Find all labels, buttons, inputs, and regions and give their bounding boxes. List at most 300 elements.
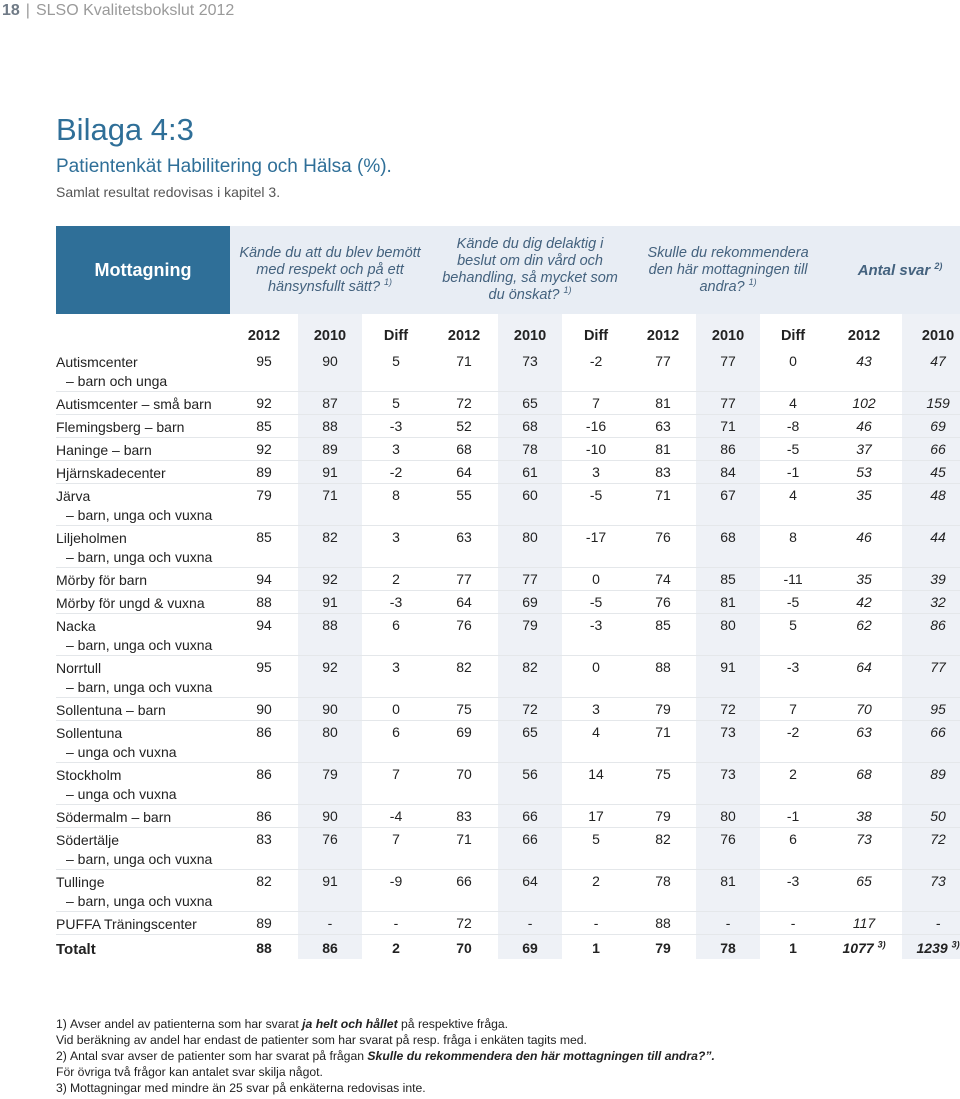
mottagning-name	[56, 415, 230, 438]
value-cell	[430, 656, 498, 698]
value-cell	[230, 591, 298, 614]
value-text: 76	[655, 594, 671, 610]
value-text: 70	[456, 940, 472, 956]
value-cell	[630, 591, 696, 614]
value-text: 0	[789, 353, 797, 369]
value-text: 88	[322, 617, 338, 633]
value-cell	[760, 721, 826, 763]
value-text: 66	[456, 873, 472, 889]
year-header-cell: 2012	[447, 328, 481, 344]
value-text: -4	[389, 808, 403, 824]
mottagning-name	[56, 656, 230, 698]
table-row	[56, 438, 960, 461]
value-cell	[696, 392, 760, 415]
value-cell	[298, 828, 362, 870]
value-text: 35	[856, 487, 872, 503]
value-text: 7	[592, 395, 600, 411]
value-cell	[760, 763, 826, 805]
value-cell	[230, 935, 298, 960]
value-cell	[696, 350, 760, 392]
value-text: 53	[856, 464, 872, 480]
value-text: 78	[655, 873, 671, 889]
value-cell	[696, 656, 760, 698]
table-row	[56, 415, 960, 438]
value-text: 80	[322, 724, 338, 740]
value-cell	[760, 870, 826, 912]
value-cell	[430, 763, 498, 805]
value-text: 90	[322, 701, 338, 717]
value-text: 90	[256, 701, 272, 717]
mottagning-name	[56, 568, 230, 591]
mottagning-name-line1: Järva	[56, 488, 91, 504]
value-cell	[630, 935, 696, 960]
value-cell	[498, 721, 562, 763]
value-text: 68	[522, 418, 538, 434]
question-2-footnote: 1)	[563, 285, 572, 296]
value-text: 78	[522, 441, 538, 457]
value-cell	[430, 438, 498, 461]
value-text: 71	[456, 353, 472, 369]
value-text: 73	[720, 724, 736, 740]
value-text: 37	[856, 441, 872, 457]
intro-note: Samlat resultat redovisas i kapitel 3.	[56, 184, 281, 200]
footnote-1-text-a: Avser andel av patienterna som har svarat	[70, 1017, 303, 1031]
value-cell	[826, 568, 902, 591]
value-cell	[430, 526, 498, 568]
mottagning-name-line1: Haninge – barn	[56, 442, 152, 458]
value-cell	[826, 656, 902, 698]
question-3-header	[630, 226, 826, 314]
mottagning-name-line1: Autismcenter	[56, 354, 138, 370]
value-text: 3	[392, 659, 400, 675]
value-cell	[696, 870, 760, 912]
value-cell	[230, 526, 298, 568]
value-text: 95	[930, 701, 946, 717]
value-text: 5	[592, 831, 600, 847]
value-text: -	[725, 915, 731, 931]
value-text: 1077	[842, 940, 874, 956]
value-cell	[696, 805, 760, 828]
value-cell	[826, 805, 902, 828]
value-cell	[498, 438, 562, 461]
value-text: 91	[322, 464, 338, 480]
value-cell	[562, 805, 630, 828]
value-text: -5	[589, 487, 603, 503]
value-text: 35	[856, 571, 872, 587]
value-text: 85	[256, 418, 272, 434]
mottagning-name-line1: Sollentuna	[56, 725, 123, 741]
value-cell	[498, 870, 562, 912]
footnote-2-label: 2)	[56, 1049, 67, 1063]
value-cell	[630, 438, 696, 461]
mottagning-name-line2: – barn, unga och vuxna	[66, 507, 213, 523]
question-2-text: Kände du dig delaktig i beslut om din vård och behandling, så mycket som du önskat?	[442, 236, 618, 303]
value-cell	[902, 392, 960, 415]
value-cell	[630, 614, 696, 656]
value-text: 84	[720, 464, 736, 480]
value-cell	[298, 935, 362, 960]
value-cell	[630, 568, 696, 591]
value-text: 71	[655, 487, 671, 503]
footnote-1-line2: Vid beräkning av andel har endast de patienter som har svarat på resp. fråga i enkäten tagits med.	[56, 1033, 587, 1047]
value-text: 71	[456, 831, 472, 847]
value-cell	[298, 698, 362, 721]
value-cell	[298, 484, 362, 526]
value-text: 8	[392, 487, 400, 503]
value-cell	[826, 828, 902, 870]
value-text: 47	[930, 353, 946, 369]
value-cell	[230, 350, 298, 392]
value-text: 63	[856, 724, 872, 740]
value-text: 4	[789, 395, 797, 411]
value-cell	[298, 656, 362, 698]
value-text: 73	[930, 873, 946, 889]
value-text: 77	[456, 571, 472, 587]
value-cell	[362, 484, 430, 526]
mottagning-name	[56, 870, 230, 912]
mottagning-name-line1: Mörby för barn	[56, 572, 148, 588]
value-text: 5	[392, 395, 400, 411]
value-text: 94	[256, 571, 272, 587]
value-text: 117	[852, 915, 876, 931]
value-text: 0	[592, 659, 600, 675]
table-row	[56, 526, 960, 568]
value-cell	[230, 721, 298, 763]
mottagning-name-line2: – barn, unga och vuxna	[66, 679, 213, 695]
year-header-row	[56, 322, 960, 350]
value-text: 46	[856, 529, 872, 545]
mottagning-name-line1: Nacka	[56, 618, 96, 634]
value-text: -3	[389, 594, 403, 610]
value-cell	[362, 350, 430, 392]
total-row	[56, 935, 960, 960]
value-cell	[826, 415, 902, 438]
value-cell	[430, 415, 498, 438]
value-text: 6	[789, 831, 797, 847]
value-cell	[430, 805, 498, 828]
value-cell	[696, 828, 760, 870]
year-header-cell: Diff	[780, 328, 806, 344]
value-text: 0	[392, 701, 400, 717]
footnote-3-label: 3)	[56, 1081, 67, 1095]
value-cell	[498, 591, 562, 614]
value-cell	[562, 763, 630, 805]
value-text: -2	[786, 724, 800, 740]
value-text: 89	[256, 464, 272, 480]
value-cell	[362, 568, 430, 591]
year-header-cell: 2010	[696, 322, 760, 350]
value-cell	[362, 805, 430, 828]
value-text: 82	[522, 659, 538, 675]
footnote-1-emphasis: ja helt och hållet	[302, 1017, 398, 1031]
mottagning-name	[56, 698, 230, 721]
value-cell	[696, 614, 760, 656]
value-cell	[562, 461, 630, 484]
value-cell	[562, 438, 630, 461]
value-cell	[298, 721, 362, 763]
value-text: -	[527, 915, 533, 931]
question-3-footnote: 1)	[748, 276, 757, 287]
footnote-1-text-c: på respektive fråga.	[397, 1017, 509, 1031]
value-text: 8	[789, 529, 797, 545]
value-text: 43	[856, 353, 872, 369]
value-text: 62	[856, 617, 872, 633]
value-cell	[430, 392, 498, 415]
mottagning-name-line1: Sollentuna – barn	[56, 702, 166, 718]
value-text: 95	[256, 353, 272, 369]
table-row	[56, 721, 960, 763]
value-cell	[362, 763, 430, 805]
value-cell	[826, 591, 902, 614]
value-text: -5	[786, 441, 800, 457]
value-text: 4	[789, 487, 797, 503]
page-subtitle: Patientenkät Habilitering och Hälsa (%).	[56, 156, 392, 177]
value-cell	[562, 526, 630, 568]
mottagning-name	[56, 805, 230, 828]
header-separator: |	[25, 2, 30, 19]
value-cell	[696, 912, 760, 935]
value-cell	[696, 415, 760, 438]
year-header-cell: Diff	[583, 328, 609, 344]
value-text: 82	[655, 831, 671, 847]
value-text: -9	[389, 873, 403, 889]
value-cell	[298, 870, 362, 912]
value-text: 91	[322, 594, 338, 610]
value-text: 82	[256, 873, 272, 889]
value-text: 71	[720, 418, 736, 434]
value-text: 3	[592, 464, 600, 480]
value-cell	[562, 870, 630, 912]
value-text: 3	[592, 701, 600, 717]
value-cell	[298, 912, 362, 935]
value-text: 7	[789, 701, 797, 717]
value-cell	[826, 763, 902, 805]
value-cell	[498, 461, 562, 484]
value-cell	[362, 698, 430, 721]
value-text: 89	[322, 441, 338, 457]
value-cell	[826, 870, 902, 912]
value-text: -2	[589, 353, 603, 369]
value-cell	[230, 614, 298, 656]
value-text: 83	[655, 464, 671, 480]
mottagning-name	[56, 912, 230, 935]
value-cell	[498, 350, 562, 392]
mottagning-name	[56, 935, 230, 960]
value-text: 75	[456, 701, 472, 717]
value-cell	[696, 698, 760, 721]
table-row	[56, 461, 960, 484]
value-cell	[562, 484, 630, 526]
value-cell	[760, 614, 826, 656]
value-text: 89	[256, 915, 272, 931]
value-cell	[362, 935, 430, 960]
value-cell	[826, 698, 902, 721]
value-text: 72	[522, 701, 538, 717]
value-cell	[630, 805, 696, 828]
value-cell	[630, 350, 696, 392]
page-number: 18	[2, 2, 20, 19]
value-text: 79	[655, 940, 671, 956]
value-cell	[498, 614, 562, 656]
value-cell	[562, 350, 630, 392]
value-cell	[230, 438, 298, 461]
value-text: 77	[655, 353, 671, 369]
antal-svar-label: Antal svar	[857, 261, 931, 279]
value-text: 86	[322, 940, 338, 956]
value-cell	[902, 438, 960, 461]
value-cell	[362, 591, 430, 614]
value-text: 50	[930, 808, 946, 824]
value-text: 76	[655, 529, 671, 545]
value-text: 66	[930, 724, 946, 740]
value-cell	[760, 568, 826, 591]
value-cell	[826, 614, 902, 656]
mottagning-name	[56, 350, 230, 392]
footnote-2-emphasis: Skulle du rekommendera den här mottagningen till andra?	[367, 1049, 706, 1063]
value-cell	[826, 935, 902, 960]
question-2-header	[430, 226, 630, 314]
value-cell	[562, 614, 630, 656]
value-text: 77	[720, 395, 736, 411]
value-text: 42	[856, 594, 872, 610]
value-cell	[430, 350, 498, 392]
value-text: 88	[322, 418, 338, 434]
value-text: 2	[592, 873, 600, 889]
value-cell	[430, 870, 498, 912]
mottagning-name-line1: Autismcenter – små barn	[56, 396, 212, 412]
footnote-1-label: 1)	[56, 1017, 67, 1031]
value-text: -3	[786, 873, 800, 889]
value-text: 44	[930, 529, 946, 545]
value-text: 45	[930, 464, 946, 480]
mottagning-name-line1: Mörby för ungd & vuxna	[56, 595, 205, 611]
value-text: 91	[720, 659, 736, 675]
mottagning-name-line1: Södertälje	[56, 832, 120, 848]
table-row	[56, 392, 960, 415]
mottagning-name	[56, 828, 230, 870]
value-text: 72	[720, 701, 736, 717]
mottagning-name	[56, 484, 230, 526]
value-text: 5	[392, 353, 400, 369]
value-cell	[826, 350, 902, 392]
value-cell	[298, 805, 362, 828]
value-cell	[902, 526, 960, 568]
value-text: 88	[256, 594, 272, 610]
value-text: 80	[720, 808, 736, 824]
year-header-cell: 2010	[902, 322, 960, 350]
value-text: 72	[930, 831, 946, 847]
value-cell	[230, 805, 298, 828]
antal-svar-footnote: 2)	[934, 260, 943, 271]
value-cell	[826, 912, 902, 935]
value-cell	[902, 935, 960, 960]
value-cell	[230, 484, 298, 526]
value-text: 6	[392, 617, 400, 633]
value-cell	[298, 526, 362, 568]
value-cell	[760, 591, 826, 614]
value-cell	[498, 526, 562, 568]
value-cell	[902, 721, 960, 763]
footnote-3	[56, 1080, 715, 1096]
value-text: 86	[256, 766, 272, 782]
value-text: 2	[392, 940, 400, 956]
value-text: 5	[789, 617, 797, 633]
value-text: -17	[585, 529, 607, 545]
value-text: 73	[720, 766, 736, 782]
value-text: -3	[389, 418, 403, 434]
mottagning-name-line1: Stockholm	[56, 767, 122, 783]
year-header-cell: 2010	[498, 322, 562, 350]
value-text: 79	[322, 766, 338, 782]
value-text: 66	[522, 831, 538, 847]
value-cell	[760, 350, 826, 392]
value-text: -5	[589, 594, 603, 610]
value-text: 60	[522, 487, 538, 503]
page-header	[0, 0, 234, 22]
year-header-cell: 2012	[247, 328, 281, 344]
value-text: 39	[930, 571, 946, 587]
value-text: -	[393, 915, 399, 931]
document-title: SLSO Kvalitetsbokslut 2012	[35, 2, 235, 19]
value-cell	[630, 763, 696, 805]
mottagning-name-line1: Flemingsberg – barn	[56, 419, 185, 435]
value-cell	[298, 568, 362, 591]
value-cell	[760, 415, 826, 438]
value-cell	[760, 698, 826, 721]
value-text: -8	[786, 418, 800, 434]
value-cell	[498, 392, 562, 415]
value-cell	[430, 614, 498, 656]
value-text: -5	[786, 594, 800, 610]
mottagning-name-line2: – barn och unga	[66, 373, 168, 389]
value-cell	[562, 935, 630, 960]
table-row	[56, 614, 960, 656]
value-text: -	[790, 915, 796, 931]
value-text: 64	[456, 594, 472, 610]
value-cell	[298, 614, 362, 656]
value-text: 70	[856, 701, 872, 717]
results-table	[56, 226, 960, 959]
mottagning-name-line2: – barn, unga och vuxna	[66, 893, 213, 909]
value-text: 85	[655, 617, 671, 633]
value-cell	[362, 828, 430, 870]
value-text: 81	[720, 594, 736, 610]
value-text: 65	[522, 724, 538, 740]
value-cell	[298, 350, 362, 392]
value-cell	[826, 526, 902, 568]
value-text: 82	[456, 659, 472, 675]
value-text: 32	[930, 594, 946, 610]
value-text: -1	[786, 808, 800, 824]
value-text: 81	[720, 873, 736, 889]
value-text: 48	[930, 487, 946, 503]
value-cell	[362, 438, 430, 461]
value-text: 71	[322, 487, 338, 503]
value-text: 72	[456, 395, 472, 411]
value-cell	[298, 461, 362, 484]
value-text: 77	[522, 571, 538, 587]
value-text: 0	[592, 571, 600, 587]
value-text: 159	[926, 395, 950, 411]
value-text: 2	[392, 571, 400, 587]
mottagning-name-line2: – unga och vuxna	[66, 744, 177, 760]
mottagning-name-line2: – barn, unga och vuxna	[66, 637, 213, 653]
value-cell	[562, 591, 630, 614]
value-cell	[362, 870, 430, 912]
value-cell	[696, 461, 760, 484]
value-cell	[902, 415, 960, 438]
footnote-2-text-a: Antal svar avser de patienter som har svarat på frågan	[70, 1049, 368, 1063]
